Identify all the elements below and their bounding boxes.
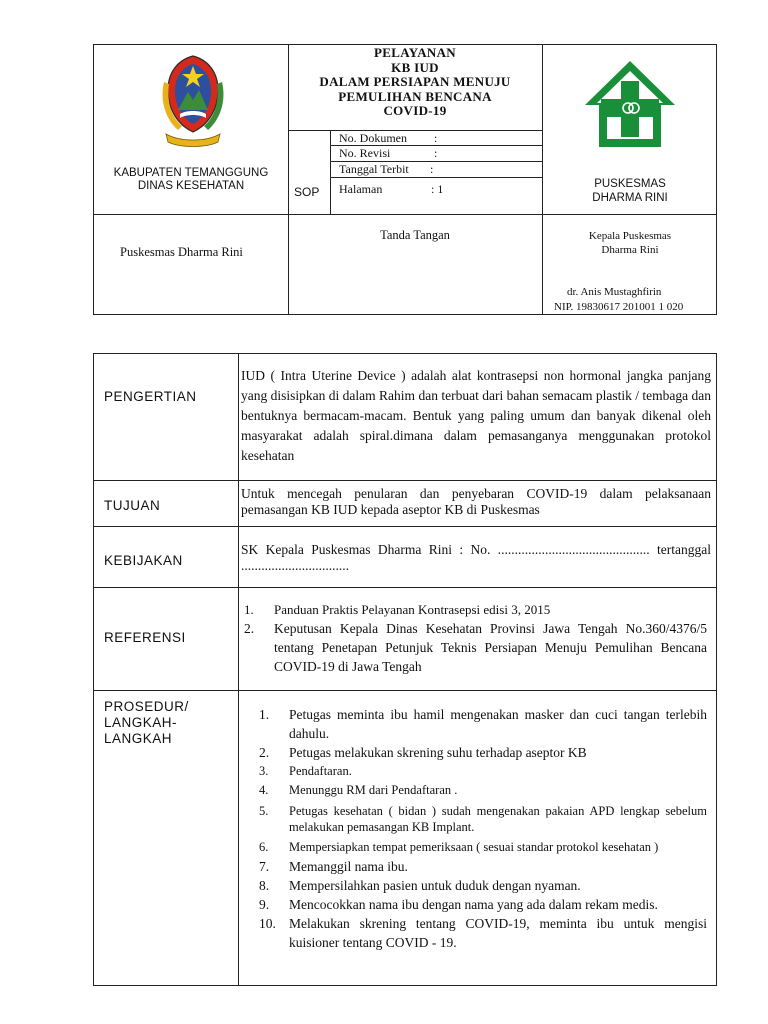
sop-content-table — [93, 353, 717, 986]
list-item: 1. Petugas meminta ibu hamil mengenakan masker dan cuci tangan terlebih dahulu. — [259, 707, 707, 741]
head-name: dr. Anis Mustaghfirin — [567, 286, 662, 298]
field-value: : 1 — [431, 182, 444, 196]
field-value: : — [434, 146, 438, 160]
text-pengertian: IUD ( Intra Uterine Device ) adalah alat kontrasepsi non hormonal jangka panjang yang disisipkan di dalam Rahim dan terbuat dari bahan semacam plastik / tembaga dan bentuknya bermacam-macam. Bentuk yang paling umum dan banyak dikenal oleh masyarakat adalah spiral.dimana dalam pemasanganya menggunakan protokol kesehatan — [241, 368, 711, 463]
divider — [94, 587, 717, 588]
divider — [330, 177, 542, 178]
document-title: PELAYANAN KB IUD DALAM PERSIAPAN MENUJU PEMULIHAN BENCANA COVID-19 — [319, 45, 511, 118]
label-kebijakan: KEBIJAKAN — [104, 553, 183, 568]
field-no-revisi: No. Revisi — [339, 146, 391, 160]
text-kebijakan: SK Kepala Puskesmas Dharma Rini : No. ............................................. tertanggal ................................ — [241, 542, 711, 573]
label-prosedur: PROSEDUR/ LANGKAH- LANGKAH — [104, 699, 189, 746]
text-tujuan: Untuk mencegah penularan dan penyebaran COVID-19 dalam pelaksanaan pemasangan KB IUD kepada aseptor KB di Puskesmas — [241, 486, 711, 517]
signature-label: Tanda Tangan — [380, 228, 450, 242]
list-item: 6. Mempersiapkan tempat pemeriksaan ( sesuai standar protokol kesehatan ) — [259, 840, 659, 854]
list-item: 9. Mencocokkan nama ibu dengan nama yang ada dalam rekam medis. — [259, 897, 658, 912]
list-item: 3. Pendaftaran. — [259, 764, 352, 778]
list-item: 5. Petugas kesehatan ( bidan ) sudah mengenakan pakaian APD lengkap sebelum melakukan pemasangan KB Implant. — [259, 804, 707, 834]
list-item: 7. Memanggil nama ibu. — [259, 859, 408, 874]
divider — [94, 480, 717, 481]
sop-label: SOP — [294, 185, 320, 199]
field-value: : — [430, 162, 434, 176]
list-item: 4. Menunggu RM dari Pendaftaran . — [259, 783, 458, 797]
divider — [94, 214, 717, 215]
list-item: 1. Panduan Praktis Pelayanan Kontrasepsi edisi 3, 2015 — [244, 602, 551, 617]
bottom-left-org: Puskesmas Dharma Rini — [120, 245, 243, 259]
left-org-name: KABUPATEN TEMANGGUNG DINAS KESEHATAN — [113, 167, 269, 192]
list-item: 2. Keputusan Kepala Dinas Kesehatan Provinsi Jawa Tengah No.360/4376/5 tentang Penetapan Petunjuk Teknis Persiapan Menuju Pemulihan Bencana COVID-19 di Jawa Tengah — [244, 621, 707, 674]
divider — [94, 526, 717, 527]
divider — [94, 690, 717, 691]
sop-header-table — [93, 44, 717, 315]
list-item: 2. Petugas melakukan skrening suhu terhadap aseptor KB — [259, 745, 587, 760]
list-item: 8. Mempersilahkan pasien untuk duduk dengan nyaman. — [259, 878, 581, 893]
list-item: 10. Melakukan skrening tentang COVID-19, meminta ibu untuk mengisi kuisioner tentang COVID - 19. — [259, 916, 707, 950]
kabupaten-temanggung-logo — [156, 52, 230, 152]
divider — [330, 130, 331, 214]
head-nip: NIP. 19830617 201001 1 020 — [554, 301, 684, 313]
divider — [238, 354, 239, 986]
field-tanggal-terbit: Tanggal Terbit — [339, 162, 409, 176]
head-title: Kepala Puskesmas Dharma Rini — [588, 230, 672, 256]
label-pengertian: PENGERTIAN — [104, 389, 197, 404]
divider — [288, 130, 542, 131]
right-org-name: PUSKESMAS DHARMA RINI — [592, 178, 668, 204]
label-referensi: REFERENSI — [104, 630, 186, 645]
puskesmas-logo — [583, 59, 677, 149]
list-prosedur — [259, 705, 707, 952]
field-no-dokumen: No. Dokumen — [339, 131, 407, 145]
field-halaman: Halaman — [339, 182, 383, 196]
label-tujuan: TUJUAN — [104, 498, 161, 513]
field-value: : — [434, 131, 438, 145]
list-referensi — [244, 600, 707, 676]
